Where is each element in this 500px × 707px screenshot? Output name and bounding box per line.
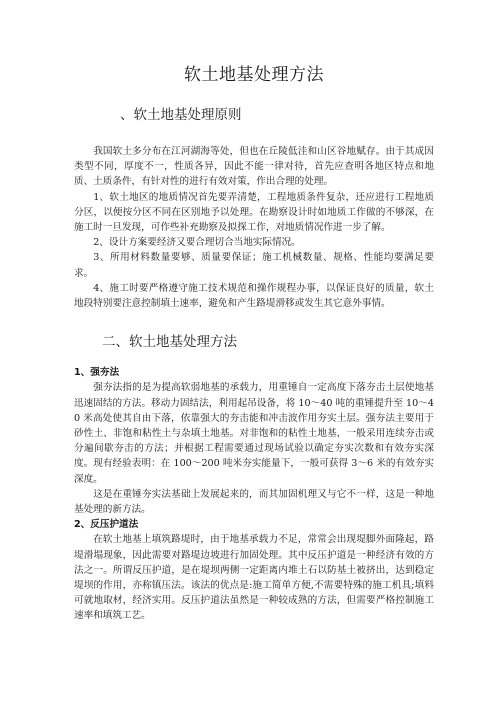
subheading-dynamic-compaction: 1、强夯法 <box>74 367 120 379</box>
section-heading-principles: 、软土地基处理原则 <box>120 107 242 123</box>
dynamic-compaction-paragraph-2: 这是在重锤夯实法基础上发展起来的，而其加固机理又与它不一样，这是一种地基处理的新方法。 <box>74 488 434 516</box>
principle-item-4: 4、施工时要严格遵守施工技术规范和操作规程办事，以保证良好的质量，软土地段特别要注意控制填土速率，避免和产生路堤滑移或发生其它意外事情。 <box>74 282 434 310</box>
dynamic-compaction-paragraph-1: 强夯法指的是为提高软弱地基的承载力，用重锤自一定高度下落夯击土层使地基迅速固结的方法。移动力固结法，利用起吊设备，将 10～40 吨的重锤提升至 10～40 米高处使其自由下落，依靠强大的夯击能和冲击波作用夯实土层。强夯法主要用于砂性土、非饱和粘性土与杂填土地基。对非饱和的粘性土地基，一般采用连续夯击或分遍间歇夯击的方法；并根据工程需要通过现场试验以确定夯实次数和有效夯实深度。现有经验表明：在 100～200 吨米夯实能量下，一般可获得 3～6 米的有效夯实深度。 <box>74 382 434 485</box>
principles-intro-paragraph: 我国软土多分布在江河湖海等处，但也在丘陵低洼和山区谷地赋存。由于其成因类型不同，厚度不一，性质各异，因此不能一律对待，首先应查明各地区特点和地质、土质条件，有针对性的进行有效对策，作出合理的处理。 <box>74 146 434 188</box>
counter-pressure-berm-paragraph: 在软土地基上填筑路堤时，由于地基承载力不足，常常会出现堤脚外面隆起，路堤滑塌现象，因此需要对路堤边坡进行加固处理。其中反压护道是一种经济有效的方法之一。所谓反压护道，是在堤坝两侧一定距离内堆土石以防基土被挤出，达到稳定堤坝的作用，亦称镇压法。该法的优点是:施工简单方便,不需要特殊的施工机具;填料可就地取材，经济实用。反压护道法虽然是一种较成熟的方法，但需要严格控制施工速率和填筑工艺。 <box>74 534 434 622</box>
principle-item-3: 3、所用材料数量要够、质量要保证；施工机械数量、规格、性能均要满足要求。 <box>74 252 434 279</box>
subheading-counter-pressure-berm: 2、反压护道法 <box>74 519 139 531</box>
principle-item-2: 2、设计方案要经济又要合理切合当地实际情况。 <box>93 237 301 249</box>
section-heading-methods: 二、软土地基处理方法 <box>102 334 237 351</box>
document-title: 软土地基处理方法 <box>184 65 324 85</box>
principles-body <box>74 144 434 311</box>
principle-item-1: 1、软土地区的地质情况首先要弄清楚，工程地质条件复杂，还应进行工程地质分区，以便按分区不同在区别地予以处理。在勘察设计时如地质工作做的不够深，在施工时一旦发现，可作些补充勘察及拟探工作，对地质情况作进一步了解。 <box>74 191 434 234</box>
methods-body <box>74 365 434 623</box>
